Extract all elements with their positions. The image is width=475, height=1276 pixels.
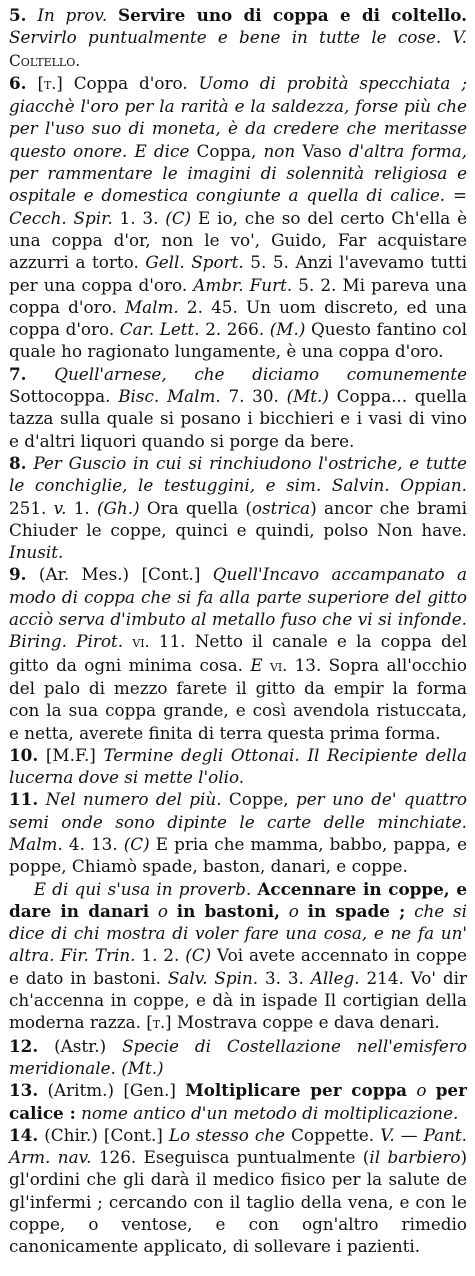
entry-5 <box>9 4 467 72</box>
entry-text: [t.] Coppa d'oro. Uomo di probità specchiata ; giacchè l'oro per la rarità e la saldezza, forse più che per l'uso suo di moneta, è da credere che meritasse questo onore. E dice Coppa, non Vaso d'altra forma, per rammentare le imagini di solennità religiosa e ospitale e domestica congiunte a quella di calice. = Cecch. Spir. 1. 3. (C) E io, che so del certo Ch'ella è una coppa d'or, non le vo', Guido, Far acquistare azzurri a torto. Gell. Sport. 5. 5. Anzi l'avevamo tutti per una coppa d'oro. Ambr. Furt. 5. 2. Mi pareva una coppa d'oro. Malm. 2. 45. Un uom discreto, ed una coppa d'oro. Car. Lett. 2. 266. (M.) Questo fantino col quale ho ragionato lungamente, è una coppa d'oro. <box>9 72 467 362</box>
entry-number: 10. <box>9 744 39 765</box>
entry-number: 5. <box>9 5 27 25</box>
entry-text: Quell'arnese, che diciamo comunemente Sottocoppa. Bisc. Malm. 7. 30. (Mt.) Coppa... quella tazza sulla quale si posano i bicchieri e i vasi di vino e d'altri liquori quando si porge da bere. <box>9 363 467 451</box>
entry-number: 11. <box>9 789 39 810</box>
entry-8 <box>9 452 467 563</box>
entry-7 <box>9 363 467 452</box>
entry-text: Nel numero del più. Coppe, per uno de' quattro semi onde sono dipinte le carte delle minchiate. Malm. 4. 13. (C) E pria che mamma, babbo, pappa, e poppe, Chiamò spade, baston, danari, e coppe. E di qui s'usa in proverb. Accennare in coppe, e dare in danari o in bastoni, o in spade ; che si dice di chi mostra di voler fare una cosa, e ne fa un' altra. Fir. Trin. 1. 2. (C) Voi avete accennato in coppe e dato in bastoni. Salv. Spin. 3. 3. Alleg. 214. Vo' dir ch'accenna in coppe, e dà in ispade Il cortigian della moderna razza. [t.] Mostrava coppe e dava denari. <box>9 789 467 1033</box>
entry-text: (Chir.) [Cont.] Lo stesso che Coppette. V. — Pant. Arm. nav. 126. Eseguisca puntualmente (il barbiero) gl'ordini che gli darà il medico fisico per la salute de gl'infermi ; cercando con il taglio della vena, e con le coppe, o ventose, e con ogn'altro rimedio canonicamente applicato, di sollevare i pazienti. <box>9 1124 467 1257</box>
entry-text: (Aritm.) [Gen.] Moltiplicare per coppa o per calice : nome antico d'un metodo di moltiplicazione. <box>9 1080 467 1123</box>
entry-number: 6. <box>9 72 27 93</box>
entry-text: Per Guscio in cui si rinchiudono l'ostriche, e tutte le conchiglie, le testuggini, e sim. Salvin. Oppian. 251. v. 1. (Gh.) Ora quella (ostrica) ancor che brami Chiuder le coppe, quinci e quindi, polso Non have. Inusit. <box>9 452 467 563</box>
entry-12 <box>9 1035 467 1080</box>
entry-number: 13. <box>9 1080 39 1101</box>
entry-9 <box>9 563 467 743</box>
entry-number: 12. <box>9 1035 39 1056</box>
entry-13 <box>9 1079 467 1124</box>
entry-text: [M.F.] Termine degli Ottonai. Il Recipiente della lucerna dove si mette l'olio. <box>9 744 467 788</box>
entry-text: In prov. Servire uno di coppa e di coltello. Servirlo puntualmente e bene in tutte le cose. V. Coltello. <box>9 5 468 70</box>
entry-14 <box>9 1124 467 1258</box>
entry-number: 7. <box>9 363 27 384</box>
entry-text: (Ar. Mes.) [Cont.] Quell'Incavo accampanato a modo di coppa che si fa alla parte superiore del gitto acciò serva d'imbuto al metallo fuso che vi si infonde. Biring. Pirot. vi. 11. Netto il canale e la coppa del gitto da ogni minima cosa. E vi. 13. Sopra all'occhio del palo di mezzo farete il gitto da empir la forma con la sua coppa grande, e così avendola ristuccata, e netta, averete finita di terra questa prima forma. <box>9 564 467 743</box>
entry-number: 9. <box>9 564 27 585</box>
entry-number: 14. <box>9 1124 39 1145</box>
entry-11 <box>9 788 467 1034</box>
entry-text: (Astr.) Specie di Costellazione nell'emisfero meridionale. (Mt.) <box>9 1035 467 1078</box>
entry-10 <box>9 744 467 789</box>
entry-6 <box>9 72 467 363</box>
entry-number: 8. <box>9 452 27 473</box>
